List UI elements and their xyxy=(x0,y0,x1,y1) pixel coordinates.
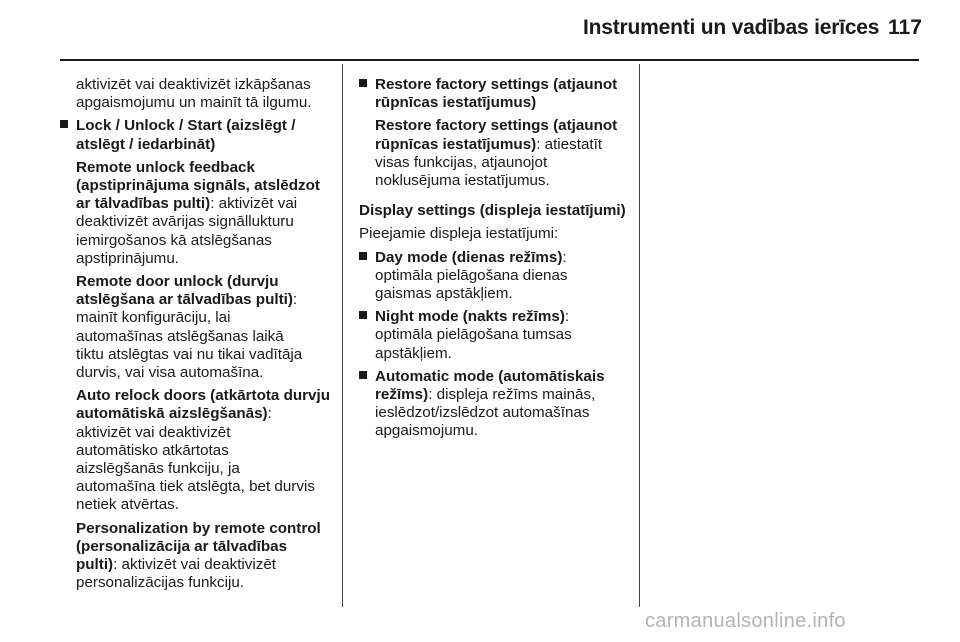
setting-description: visas funkcijas, atjaunojot xyxy=(375,153,548,171)
list-item-restore-factory xyxy=(359,76,629,112)
bullet-icon xyxy=(60,120,68,128)
setting-name: (personalizācija ar tālvadības xyxy=(76,537,288,555)
restore-factory-paragraph xyxy=(359,117,629,190)
setting-description: apstiprinājumu. xyxy=(76,249,179,267)
bullet-icon xyxy=(359,252,367,260)
setting-name: Remote unlock feedback xyxy=(76,158,255,176)
display-settings-intro: Pieejamie displeja iestatījumi: xyxy=(359,225,559,243)
list-item-day-mode xyxy=(359,249,629,304)
setting-description: netiek atvērtas. xyxy=(76,496,179,514)
remote-unlock-feedback-paragraph xyxy=(60,159,332,268)
item-description: optimāla pielāgošana tumsas xyxy=(375,326,572,344)
setting-description: mainīt konfigurāciju, lai xyxy=(76,309,231,327)
setting-name: rūpnīcas iestatījumus) xyxy=(375,135,537,153)
personalization-paragraph xyxy=(60,520,332,593)
setting-description: durvis, vai visa automašīna. xyxy=(76,364,264,382)
setting-description: : xyxy=(267,405,272,423)
item-title: rūpnīcas iestatījumus) xyxy=(375,94,537,112)
list-item-automatic-mode xyxy=(359,368,629,441)
setting-description: : xyxy=(292,291,298,309)
setting-name: pulti) xyxy=(76,556,114,574)
bullet-icon xyxy=(359,371,367,379)
column-left xyxy=(60,76,332,597)
setting-description: iemirgošanos kā atslēgšanas xyxy=(76,231,272,249)
item-description: ieslēdzot/izslēdzot automašīnas xyxy=(375,404,590,422)
item-description: : xyxy=(564,308,570,326)
setting-description: : aktivizēt vai deaktivizēt xyxy=(113,556,277,574)
setting-description: personalizācijas funkciju. xyxy=(76,574,244,592)
item-title: Night mode (nakts režīms) xyxy=(375,308,565,326)
auto-relock-paragraph xyxy=(60,387,332,514)
item-title: Restore factory settings (atjaunot xyxy=(375,76,618,93)
setting-name: Personalization by remote control xyxy=(76,519,321,537)
intro-line: apgaismojumu un mainīt tā ilgumu. xyxy=(76,94,312,112)
setting-name: (apstiprinājuma signāls, atslēdzot xyxy=(76,177,320,195)
setting-description: automašīnas atslēgšanas laikā xyxy=(76,327,284,345)
item-description: : displeja režīms mainās, xyxy=(428,386,596,404)
bullet-icon xyxy=(359,311,367,319)
page-number: 117 xyxy=(888,16,922,39)
setting-description: tiktu atslēgtas vai nu tikai vadītāja xyxy=(76,345,303,363)
setting-name: ar tālvadības pulti) xyxy=(76,195,211,213)
item-title: režīms) xyxy=(375,386,429,404)
item-title: Day mode (dienas režīms) xyxy=(375,248,563,266)
remote-door-unlock-paragraph xyxy=(60,273,332,382)
list-item-lock-unlock xyxy=(60,117,332,153)
list-item-night-mode xyxy=(359,308,629,363)
setting-description: aizslēgšanās funkciju, ja xyxy=(76,460,240,478)
item-description: optimāla pielāgošana dienas xyxy=(375,266,568,284)
setting-description: deaktivizēt avārijas signāllukturu xyxy=(76,213,294,231)
setting-name: automātiskā aizslēgšanās) xyxy=(76,405,268,423)
watermark: carmanualsonline.info xyxy=(645,610,846,632)
setting-name: atslēgšana ar tālvadības pulti) xyxy=(76,291,293,309)
setting-description: aktivizēt vai deaktivizēt xyxy=(76,423,231,441)
item-title: atslēgt / iedarbināt) xyxy=(76,135,216,153)
intro-paragraph xyxy=(60,76,332,112)
item-description: : xyxy=(562,248,567,266)
item-description: apstākļiem. xyxy=(375,344,452,362)
item-description: gaismas apstākļiem. xyxy=(375,285,513,303)
setting-description: automātisko atkārtotas xyxy=(76,441,229,459)
column-middle xyxy=(359,76,629,446)
column-divider-left xyxy=(342,64,343,607)
item-description: apgaismojumu. xyxy=(375,422,478,440)
page-header xyxy=(0,0,960,60)
header-rule xyxy=(60,59,919,61)
setting-name: Remote door unlock (durvju xyxy=(76,273,279,291)
intro-line: aktivizēt vai deaktivizēt izkāpšanas xyxy=(76,76,311,93)
page-title: Instrumenti un vadības ierīces xyxy=(583,16,880,39)
setting-name: Auto relock doors (atkārtota durvju xyxy=(76,387,331,405)
setting-description: automašīna tiek atslēgta, bet durvis xyxy=(76,478,315,496)
item-title: Automatic mode (automātiskais xyxy=(375,367,605,385)
display-settings-heading: Display settings (displeja iestatījumi) xyxy=(359,202,626,220)
bullet-icon xyxy=(359,79,367,87)
setting-description: : atiestatīt xyxy=(536,135,603,153)
setting-name: Restore factory settings (atjaunot xyxy=(375,117,618,135)
setting-description: noklusējuma iestatījumus. xyxy=(375,172,550,190)
item-title: Lock / Unlock / Start (aizslēgt / xyxy=(76,117,296,135)
setting-description: : aktivizēt vai xyxy=(210,195,298,213)
column-divider-right xyxy=(639,64,640,607)
